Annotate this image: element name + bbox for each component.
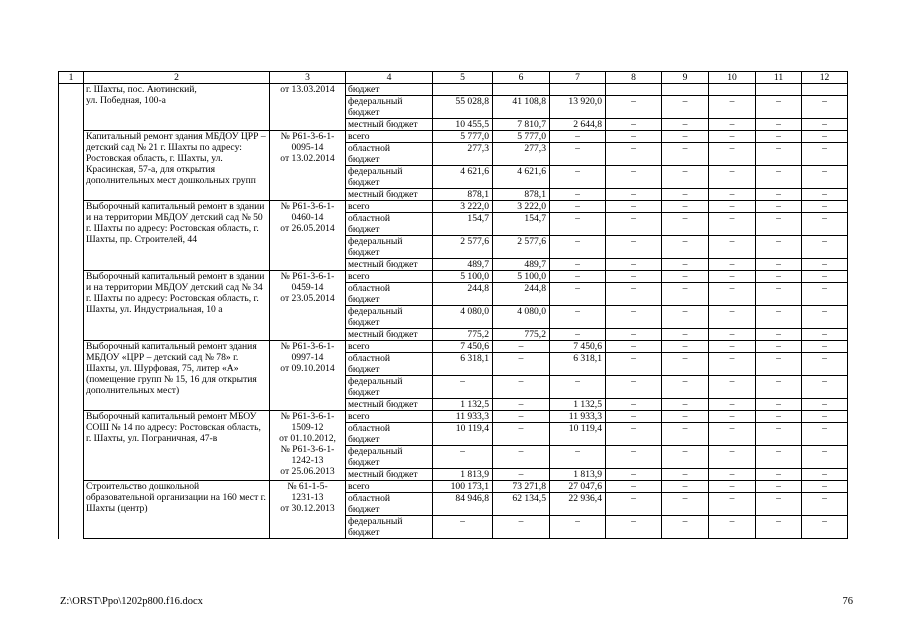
funding-source-cell: бюджет (346, 84, 433, 96)
row-number-cell (59, 341, 84, 411)
row-number-cell (59, 411, 84, 481)
object-name-cell: Выборочный капитальный ремонт в здании и на территории МБДОУ детский сад № 34 г. Шахты по адресу: Ростовская область, г. Шахты, ул. Индустриальная, 10 а (84, 271, 270, 341)
value-cell (493, 84, 550, 96)
value-cell: – (756, 143, 802, 166)
value-cell: – (606, 189, 662, 201)
funding-source-cell: областной бюджет (346, 213, 433, 236)
value-cell: – (802, 259, 848, 271)
value-cell: 5 100,0 (433, 271, 493, 283)
value-cell: – (802, 481, 848, 493)
value-cell: – (709, 119, 756, 131)
value-cell: 2 577,6 (493, 236, 550, 259)
funding-source-cell: местный бюджет (346, 329, 433, 341)
value-cell: 1 813,9 (433, 469, 493, 481)
value-cell: – (606, 399, 662, 411)
value-cell: – (802, 119, 848, 131)
value-cell: – (756, 469, 802, 481)
value-cell: – (662, 341, 709, 353)
funding-source-cell: областной бюджет (346, 493, 433, 516)
header-cell: 12 (802, 72, 848, 84)
value-cell: 2 644,8 (550, 119, 606, 131)
value-cell: – (756, 341, 802, 353)
value-cell: 775,2 (433, 329, 493, 341)
value-cell: 489,7 (433, 259, 493, 271)
funding-source-cell: всего (346, 201, 433, 213)
value-cell: – (550, 166, 606, 189)
value-cell: – (550, 201, 606, 213)
value-cell: – (756, 493, 802, 516)
value-cell: 1 813,9 (550, 469, 606, 481)
value-cell: 41 108,8 (493, 96, 550, 119)
document-cell: от 13.03.2014 (270, 84, 346, 131)
value-cell: – (662, 166, 709, 189)
value-cell: – (606, 236, 662, 259)
value-cell: – (802, 189, 848, 201)
value-cell (433, 84, 493, 96)
footer-page-number: 76 (842, 596, 853, 607)
value-cell: 100 173,1 (433, 481, 493, 493)
funding-source-cell: всего (346, 341, 433, 353)
value-cell: – (493, 423, 550, 446)
value-cell: – (709, 399, 756, 411)
value-cell: – (606, 423, 662, 446)
value-cell: 4 621,6 (493, 166, 550, 189)
value-cell: 244,8 (493, 283, 550, 306)
value-cell: 244,8 (433, 283, 493, 306)
value-cell (550, 84, 606, 96)
value-cell: – (493, 469, 550, 481)
value-cell: 27 047,6 (550, 481, 606, 493)
document-cell: № Р61-3-6-1- 0997-14 от 09.10.2014 (270, 341, 346, 411)
value-cell: 1 132,5 (433, 399, 493, 411)
value-cell: – (493, 376, 550, 399)
value-cell: – (662, 376, 709, 399)
header-cell: 5 (433, 72, 493, 84)
value-cell: – (662, 143, 709, 166)
value-cell: 62 134,5 (493, 493, 550, 516)
value-cell: – (606, 201, 662, 213)
funding-source-cell: областной бюджет (346, 353, 433, 376)
value-cell: – (756, 446, 802, 469)
value-cell: – (433, 516, 493, 539)
value-cell: – (756, 166, 802, 189)
value-cell: – (606, 493, 662, 516)
value-cell: – (802, 201, 848, 213)
value-cell: – (606, 376, 662, 399)
value-cell: – (662, 213, 709, 236)
funding-source-cell: областной бюджет (346, 283, 433, 306)
value-cell: 13 920,0 (550, 96, 606, 119)
value-cell: – (756, 376, 802, 399)
value-cell: – (802, 236, 848, 259)
value-cell (662, 84, 709, 96)
value-cell: – (493, 446, 550, 469)
header-cell: 10 (709, 72, 756, 84)
header-cell: 1 (59, 72, 84, 84)
value-cell: 11 933,3 (433, 411, 493, 423)
value-cell: – (493, 399, 550, 411)
value-cell: 1 132,5 (550, 399, 606, 411)
value-cell: – (756, 259, 802, 271)
value-cell: 3 222,0 (433, 201, 493, 213)
value-cell: – (709, 259, 756, 271)
value-cell: – (662, 411, 709, 423)
object-name-cell: Строительство дошкольной образовательной организации на 160 мест г. Шахты (центр) (84, 481, 270, 539)
funding-source-cell: всего (346, 271, 433, 283)
value-cell: – (756, 131, 802, 143)
budget-table (58, 71, 848, 539)
funding-source-cell: федеральный бюджет (346, 516, 433, 539)
value-cell: – (550, 213, 606, 236)
value-cell: – (662, 283, 709, 306)
row-number-cell (59, 271, 84, 341)
value-cell: 10 119,4 (550, 423, 606, 446)
table-row (59, 84, 848, 96)
value-cell: 7 450,6 (433, 341, 493, 353)
value-cell: – (709, 283, 756, 306)
value-cell: – (493, 353, 550, 376)
value-cell: 4 621,6 (433, 166, 493, 189)
value-cell: 489,7 (493, 259, 550, 271)
value-cell: 55 028,8 (433, 96, 493, 119)
row-number-cell (59, 131, 84, 201)
value-cell: – (662, 131, 709, 143)
value-cell: – (606, 411, 662, 423)
object-name-cell: Капитальный ремонт здания МБДОУ ЦРР – детский сад № 21 г. Шахты по адресу: Ростовская область, г. Шахты, ул. Красинская, 57-а, для открытия дополнительных мест дошкольных групп (84, 131, 270, 201)
value-cell: – (550, 271, 606, 283)
value-cell: – (493, 516, 550, 539)
value-cell: 775,2 (493, 329, 550, 341)
table-header (59, 72, 848, 84)
value-cell: – (550, 283, 606, 306)
value-cell: – (550, 236, 606, 259)
value-cell: – (756, 329, 802, 341)
value-cell: – (802, 271, 848, 283)
value-cell: – (756, 189, 802, 201)
value-cell: – (662, 306, 709, 329)
value-cell: – (802, 446, 848, 469)
value-cell: – (802, 469, 848, 481)
value-cell: – (802, 399, 848, 411)
header-cell: 7 (550, 72, 606, 84)
value-cell: – (709, 469, 756, 481)
value-cell: – (709, 271, 756, 283)
document-cell: № Р61-3-6-1- 0459-14 от 23.05.2014 (270, 271, 346, 341)
value-cell: – (709, 493, 756, 516)
value-cell: – (802, 423, 848, 446)
value-cell: – (662, 353, 709, 376)
value-cell: – (709, 411, 756, 423)
value-cell: – (802, 516, 848, 539)
value-cell: – (802, 131, 848, 143)
value-cell: – (802, 411, 848, 423)
value-cell: – (493, 341, 550, 353)
funding-source-cell: всего (346, 481, 433, 493)
value-cell: – (662, 96, 709, 119)
value-cell: – (433, 376, 493, 399)
row-number-cell (59, 84, 84, 131)
value-cell: 84 946,8 (433, 493, 493, 516)
value-cell: – (756, 213, 802, 236)
value-cell: – (606, 446, 662, 469)
value-cell: – (550, 189, 606, 201)
value-cell: – (550, 143, 606, 166)
value-cell: – (709, 423, 756, 446)
value-cell: – (756, 399, 802, 411)
funding-source-cell: федеральный бюджет (346, 236, 433, 259)
funding-source-cell: федеральный бюджет (346, 306, 433, 329)
value-cell: 73 271,8 (493, 481, 550, 493)
value-cell: – (662, 189, 709, 201)
funding-source-cell: местный бюджет (346, 189, 433, 201)
value-cell: – (709, 516, 756, 539)
funding-source-cell: местный бюджет (346, 119, 433, 131)
value-cell: – (606, 329, 662, 341)
value-cell: – (802, 306, 848, 329)
value-cell: – (606, 213, 662, 236)
value-cell: 11 933,3 (550, 411, 606, 423)
value-cell: – (606, 119, 662, 131)
table-row (59, 131, 848, 143)
table-row (59, 271, 848, 283)
table-row (59, 341, 848, 353)
row-number-cell (59, 201, 84, 271)
header-cell: 4 (346, 72, 433, 84)
value-cell: – (550, 306, 606, 329)
value-cell: – (756, 236, 802, 259)
document-cell: № Р61-3-6-1- 1509-12 от 01.10.2012, № Р61-3-6-1- 1242-13 от 25.06.2013 (270, 411, 346, 481)
value-cell: – (606, 259, 662, 271)
footer-file-path: Z:\ORST\Ppo\1202p800.f16.docx (60, 596, 203, 607)
value-cell: – (662, 423, 709, 446)
value-cell: 10 119,4 (433, 423, 493, 446)
funding-source-cell: местный бюджет (346, 399, 433, 411)
value-cell: – (756, 271, 802, 283)
value-cell: – (662, 259, 709, 271)
value-cell: – (662, 329, 709, 341)
value-cell: – (756, 96, 802, 119)
value-cell: – (709, 306, 756, 329)
value-cell: – (662, 446, 709, 469)
value-cell: – (606, 306, 662, 329)
document-cell: № Р61-3-6-1- 0460-14 от 26.05.2014 (270, 201, 346, 271)
value-cell (606, 84, 662, 96)
table-row (59, 411, 848, 423)
value-cell: 277,3 (433, 143, 493, 166)
value-cell: – (709, 143, 756, 166)
value-cell: 7 450,6 (550, 341, 606, 353)
value-cell: – (802, 166, 848, 189)
value-cell: – (662, 119, 709, 131)
value-cell: – (606, 166, 662, 189)
value-cell: 5 777,0 (493, 131, 550, 143)
value-cell: 4 080,0 (493, 306, 550, 329)
object-name-cell: г. Шахты, пос. Аютинский, ул. Победная, 100-а (84, 84, 270, 131)
funding-source-cell: областной бюджет (346, 143, 433, 166)
value-cell: – (802, 213, 848, 236)
value-cell: 4 080,0 (433, 306, 493, 329)
value-cell: – (709, 96, 756, 119)
value-cell: – (550, 376, 606, 399)
funding-source-cell: федеральный бюджет (346, 96, 433, 119)
object-name-cell: Выборочный капитальный ремонт МБОУ СОШ № 14 по адресу: Ростовская область, г. Шахты, ул. Пограничная, 47-в (84, 411, 270, 481)
value-cell: – (756, 201, 802, 213)
funding-source-cell: федеральный бюджет (346, 446, 433, 469)
funding-source-cell: всего (346, 131, 433, 143)
value-cell: – (756, 353, 802, 376)
header-cell: 3 (270, 72, 346, 84)
value-cell: 7 810,7 (493, 119, 550, 131)
header-cell: 11 (756, 72, 802, 84)
value-cell: – (802, 353, 848, 376)
value-cell: – (802, 283, 848, 306)
value-cell: – (606, 271, 662, 283)
header-cell: 9 (662, 72, 709, 84)
value-cell: 10 455,5 (433, 119, 493, 131)
header-cell: 6 (493, 72, 550, 84)
value-cell: – (662, 236, 709, 259)
value-cell: 5 777,0 (433, 131, 493, 143)
value-cell: – (709, 236, 756, 259)
value-cell: – (756, 119, 802, 131)
header-cell: 8 (606, 72, 662, 84)
value-cell: – (493, 411, 550, 423)
value-cell: – (606, 283, 662, 306)
value-cell: – (662, 201, 709, 213)
value-cell: 5 100,0 (493, 271, 550, 283)
value-cell: 878,1 (493, 189, 550, 201)
value-cell: – (756, 516, 802, 539)
value-cell: 154,7 (493, 213, 550, 236)
value-cell: – (550, 329, 606, 341)
value-cell: – (709, 481, 756, 493)
value-cell: – (606, 96, 662, 119)
value-cell: 154,7 (433, 213, 493, 236)
value-cell: – (709, 353, 756, 376)
object-name-cell: Выборочный капитальный ремонт в здании и на территории МБДОУ детский сад № 50 г. Шахты по адресу: Ростовская область, г. Шахты, пр. Строителей, 44 (84, 201, 270, 271)
value-cell: – (606, 131, 662, 143)
value-cell: 277,3 (493, 143, 550, 166)
value-cell: – (606, 516, 662, 539)
funding-source-cell: федеральный бюджет (346, 166, 433, 189)
header-cell: 2 (84, 72, 270, 84)
funding-source-cell: местный бюджет (346, 469, 433, 481)
value-cell: – (756, 411, 802, 423)
funding-source-cell: областной бюджет (346, 423, 433, 446)
value-cell: – (802, 143, 848, 166)
header-row (59, 72, 848, 84)
value-cell: – (709, 166, 756, 189)
value-cell: – (606, 481, 662, 493)
value-cell (709, 84, 756, 96)
value-cell: – (709, 213, 756, 236)
value-cell: – (606, 469, 662, 481)
value-cell: – (662, 516, 709, 539)
value-cell: – (756, 283, 802, 306)
table-body (59, 84, 848, 539)
value-cell: – (709, 189, 756, 201)
value-cell: – (709, 446, 756, 469)
value-cell: – (550, 259, 606, 271)
value-cell: – (756, 306, 802, 329)
value-cell: 878,1 (433, 189, 493, 201)
value-cell: – (662, 481, 709, 493)
value-cell: – (756, 423, 802, 446)
object-name-cell: Выборочный капитальный ремонт здания МБДОУ «ЦРР – детский сад № 78» г. Шахты, ул. Шурфовая, 75, литер «А» (помещение групп № 15, 16 для открытия дополнительных мест) (84, 341, 270, 411)
value-cell: 6 318,1 (550, 353, 606, 376)
value-cell: – (662, 399, 709, 411)
value-cell: – (433, 446, 493, 469)
value-cell: – (802, 376, 848, 399)
value-cell: – (756, 481, 802, 493)
funding-source-cell: местный бюджет (346, 259, 433, 271)
value-cell: – (550, 516, 606, 539)
value-cell: – (606, 341, 662, 353)
value-cell: – (550, 131, 606, 143)
value-cell: – (709, 341, 756, 353)
table-row (59, 201, 848, 213)
document-cell: № 61-1-5- 1231-13 от 30.12.2013 (270, 481, 346, 539)
value-cell (756, 84, 802, 96)
document-cell: № Р61-3-6-1- 0095-14 от 13.02.2014 (270, 131, 346, 201)
value-cell: – (662, 271, 709, 283)
value-cell: – (709, 201, 756, 213)
value-cell: – (802, 329, 848, 341)
value-cell: – (709, 329, 756, 341)
value-cell: 6 318,1 (433, 353, 493, 376)
row-number-cell (59, 481, 84, 539)
value-cell: 22 936,4 (550, 493, 606, 516)
value-cell: – (802, 493, 848, 516)
value-cell: – (550, 446, 606, 469)
value-cell: – (662, 469, 709, 481)
value-cell: 3 222,0 (493, 201, 550, 213)
value-cell: – (709, 376, 756, 399)
value-cell (802, 84, 848, 96)
value-cell: – (802, 96, 848, 119)
funding-source-cell: всего (346, 411, 433, 423)
value-cell: – (802, 341, 848, 353)
value-cell: – (662, 493, 709, 516)
value-cell: – (709, 131, 756, 143)
table-row (59, 481, 848, 493)
funding-source-cell: федеральный бюджет (346, 376, 433, 399)
value-cell: – (606, 143, 662, 166)
value-cell: – (606, 353, 662, 376)
value-cell: 2 577,6 (433, 236, 493, 259)
